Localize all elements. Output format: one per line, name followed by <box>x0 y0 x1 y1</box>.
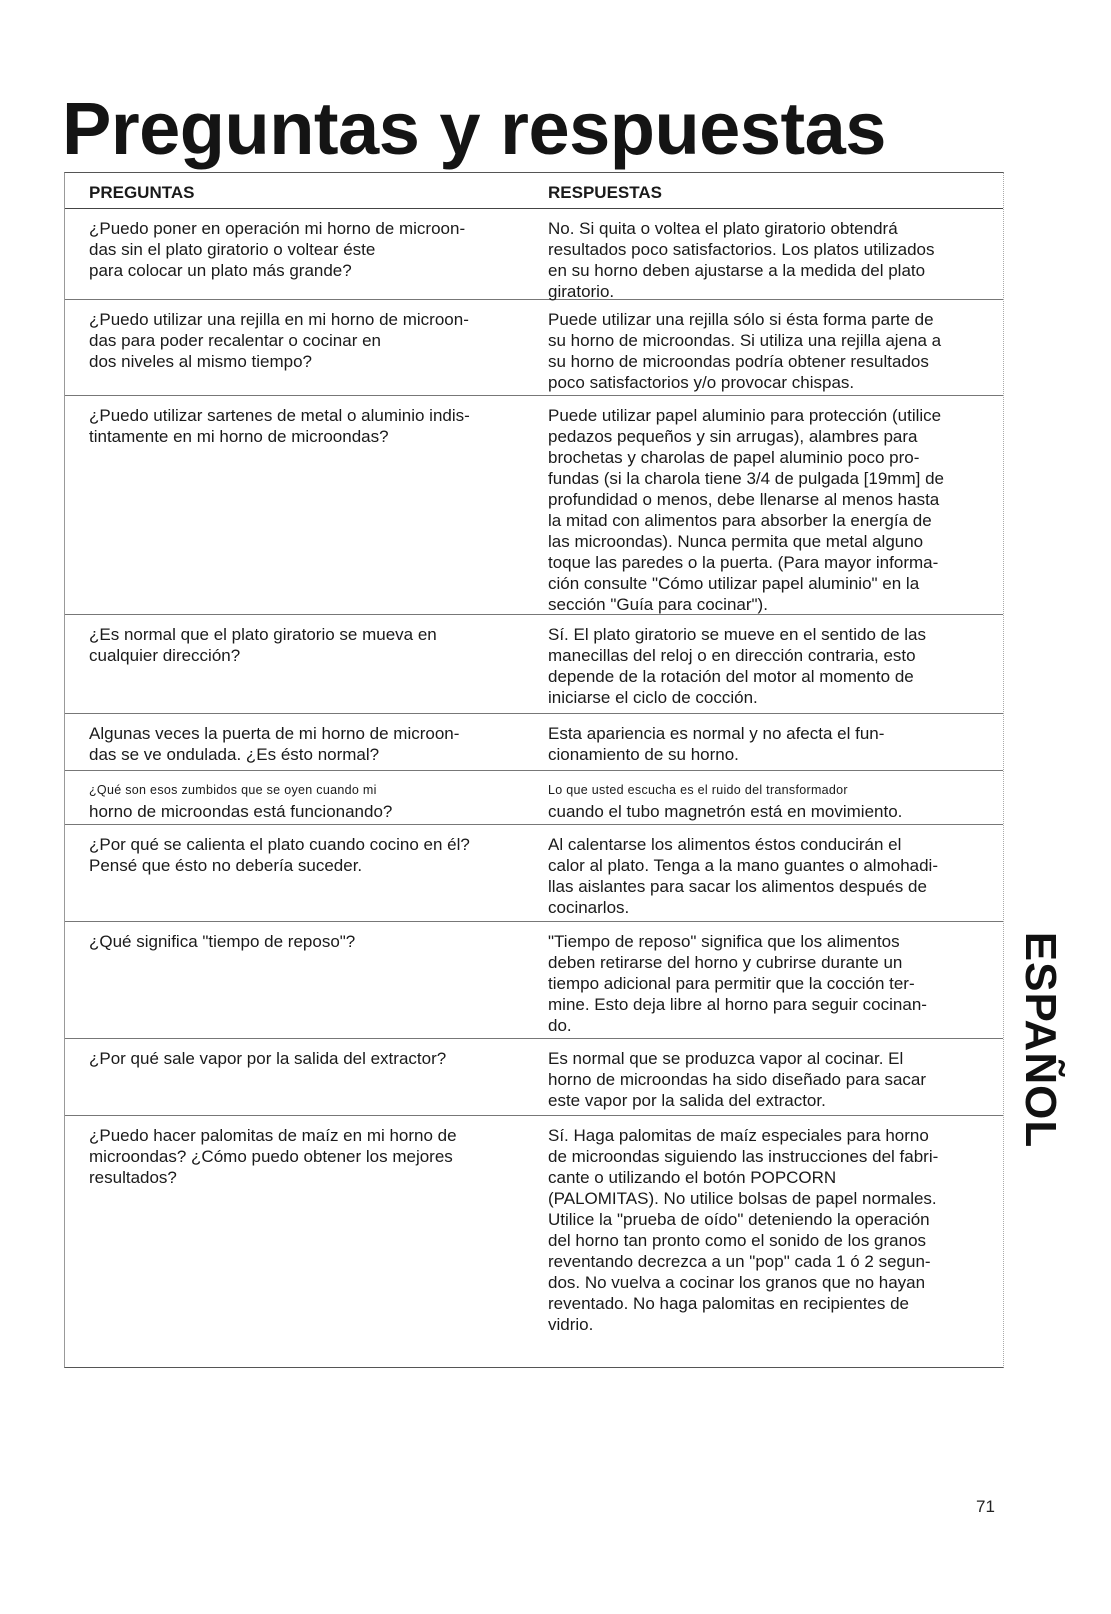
answer-cell: "Tiempo de reposo" significa que los alimentos deben retirarse del horno y cubrirse durante un tiempo adicional para permitir que la cocción ter- mine. Esto deja libre al horno para seguir cocinan- do. <box>548 932 927 1035</box>
table-row <box>65 825 1003 922</box>
language-side-tab <box>1016 931 1065 1149</box>
question-cell: ¿Por qué se calienta el plato cuando cocino en él? Pensé que ésto no debería suceder. <box>89 835 470 875</box>
question-cell: ¿Puedo hacer palomitas de maíz en mi horno de microondas? ¿Cómo puedo obtener los mejores resultados? <box>89 1126 457 1187</box>
question-cell <box>65 771 538 824</box>
question-cell: ¿Por qué sale vapor por la salida del extractor? <box>89 1049 447 1068</box>
table-row <box>65 1039 1003 1116</box>
header-answers: RESPUESTAS <box>548 183 662 202</box>
answer-cell: No. Si quita o voltea el plato giratorio obtendrá resultados poco satisfactorios. Los platos utilizados en su horno deben ajustarse a la medida del plato giratorio. <box>548 219 935 301</box>
table-row <box>65 396 1003 615</box>
table-row <box>65 771 1003 825</box>
table-row <box>65 714 1003 771</box>
question-line: horno de microondas está funcionando? <box>89 802 393 821</box>
answer-cell: Al calentarse los alimentos éstos conducirán el calor al plato. Tenga a la mano guantes o almohadi- llas aislantes para sacar los alimentos después de cocinarlos. <box>548 835 938 917</box>
answer-cell: Esta apariencia es normal y no afecta el fun- cionamiento de su horno. <box>548 724 885 764</box>
language-label: ESPAÑOL <box>1016 931 1065 1149</box>
answer-cell: Sí. Haga palomitas de maíz especiales para horno de microondas siguiendo las instrucciones del fabri- cante o utilizando el botón POPCORN (PALOMITAS). No utilice bolsas de papel normales. Utilice la "prueba de oído" deteniendo la operación del horno tan pronto como el sonido de los granos reventando decrezca a un "pop" cada 1 ó 2 segun- dos. No vuelva a cocinar los granos que no hayan reventado. No haga palomitas en recipientes de vidrio. <box>548 1126 939 1334</box>
table-row <box>65 209 1003 300</box>
table-header <box>65 173 1003 209</box>
answer-cell <box>538 771 1003 824</box>
answer-line: cuando el tubo magnetrón está en movimiento. <box>548 802 903 821</box>
question-cell: ¿Puedo utilizar sartenes de metal o aluminio indis- tintamente en mi horno de microondas? <box>89 406 470 446</box>
question-cell: Algunas veces la puerta de mi horno de microon- das se ve ondulada. ¿Es ésto normal? <box>89 724 460 764</box>
question-cell: ¿Puedo utilizar una rejilla en mi horno de microon- das para poder recalentar o cocinar en dos niveles al mismo tiempo? <box>89 310 469 371</box>
table-row <box>65 1116 1003 1366</box>
page-title: Preguntas y respuestas <box>62 87 886 170</box>
question-cell: ¿Qué significa "tiempo de reposo"? <box>89 932 356 951</box>
qa-table <box>64 172 1004 1368</box>
question-line-small: ¿Qué son esos zumbidos que se oyen cuando mi <box>89 783 377 797</box>
answer-cell: Puede utilizar una rejilla sólo si ésta forma parte de su horno de microondas. Si utiliza una rejilla ajena a su horno de microondas podría obtener resultados poco satisfactorios y/o provocar chispas. <box>548 310 942 392</box>
answer-line-small: Lo que usted escucha es el ruido del transformador <box>548 783 848 797</box>
table-row <box>65 615 1003 714</box>
question-cell: ¿Puedo poner en operación mi horno de microon- das sin el plato giratorio o voltear éste para colocar un plato más grande? <box>89 219 466 280</box>
table-row <box>65 922 1003 1039</box>
answer-cell: Puede utilizar papel aluminio para protección (utilice pedazos pequeños y sin arrugas), alambres para brochetas y charolas de papel aluminio poco pro- fundas (si la charola tiene 3/4 de pulgada [19mm] de profundidad o menos, debe llenarse al menos hasta la mitad con alimentos para absorber la energía de las microondas). Nunca permita que metal alguno toque las paredes o la puerta. (Para mayor informa- ción consulte "Cómo utilizar papel aluminio" en la sección "Guía para cocinar"). <box>548 406 944 614</box>
page-number: 71 <box>976 1497 995 1516</box>
answer-cell: Sí. El plato giratorio se mueve en el sentido de las manecillas del reloj o en dirección contraria, esto depende de la rotación del motor al momento de iniciarse el ciclo de cocción. <box>548 625 926 707</box>
question-cell: ¿Es normal que el plato giratorio se mueva en cualquier dirección? <box>89 625 437 665</box>
header-questions: PREGUNTAS <box>89 183 195 202</box>
table-row <box>65 300 1003 396</box>
answer-cell: Es normal que se produzca vapor al cocinar. El horno de microondas ha sido diseñado para sacar este vapor por la salida del extractor. <box>548 1049 927 1110</box>
